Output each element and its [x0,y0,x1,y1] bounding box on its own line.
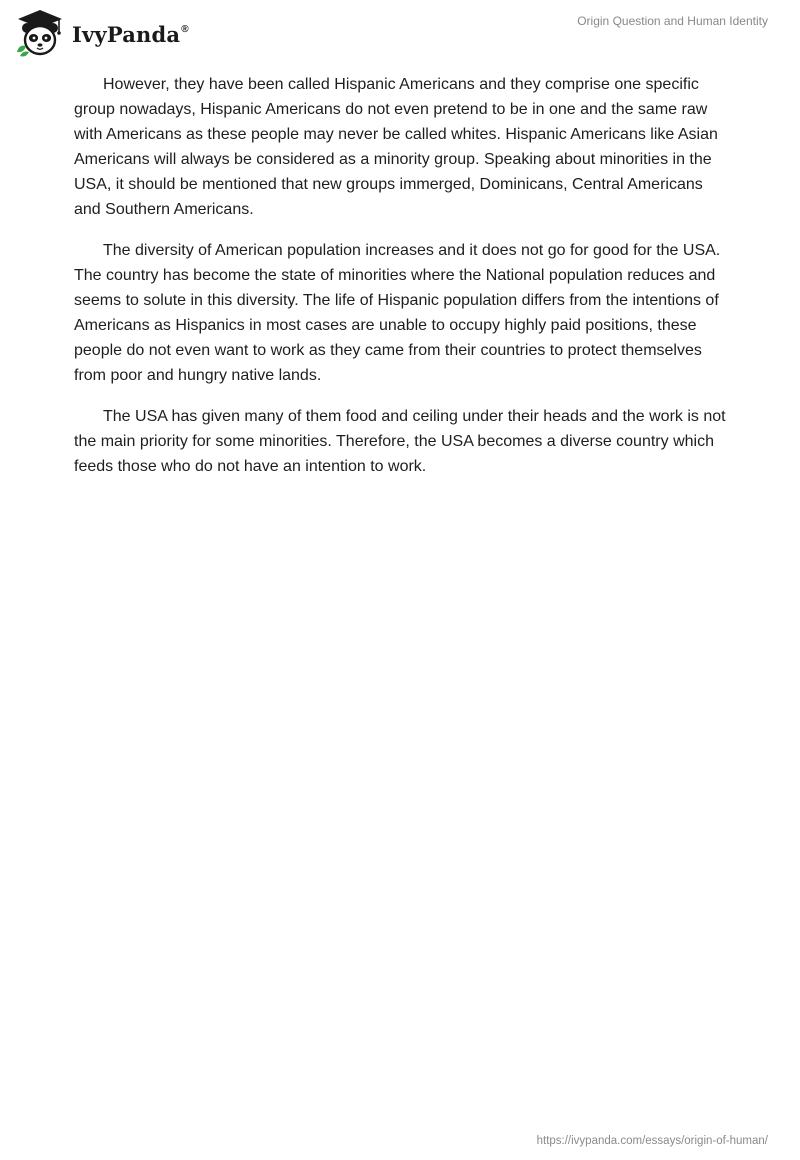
paragraph: The diversity of American population increases and it does not go for good for the USA. The country has become the state of minorities where the National population reduces and seems to solute in this diversity. The life of Hispanic population differs from the intentions of Americans as Hispanics in most cases are unable to occupy highly paid positions, these people do not even want to work as they came from their countries to protect themselves from poor and hungry native lands. [74,242,721,384]
paragraph: However, they have been called Hispanic Americans and they comprise one specific group nowadays, Hispanic Americans do not even pretend to be in one and the same raw with Americans as these people may never be called whites. Hispanic Americans like Asian Americans will always be considered as a minority group. Speaking about minorities in the USA, it should be mentioned that new groups immerged, Dominicans, Central Americans and Southern Americans. [74,76,718,218]
source-url[interactable]: https://ivypanda.com/essays/origin-of-human/ [536,1135,768,1147]
panda-graduate-icon [14,8,66,58]
document-title: Origin Question and Human Identity [577,14,768,28]
ivypanda-logo[interactable] [14,8,189,58]
brand-name-text: IvyPanda [72,21,181,47]
brand-name [72,22,189,47]
paragraph: The USA has given many of them food and ceiling under their heads and the work is not the main priority for some minorities. Therefore, the USA becomes a diverse country which feeds those who do not have an intention to work. [74,408,726,475]
essay-body [74,72,728,495]
registered-mark: ® [181,23,189,35]
page-header [0,0,800,66]
